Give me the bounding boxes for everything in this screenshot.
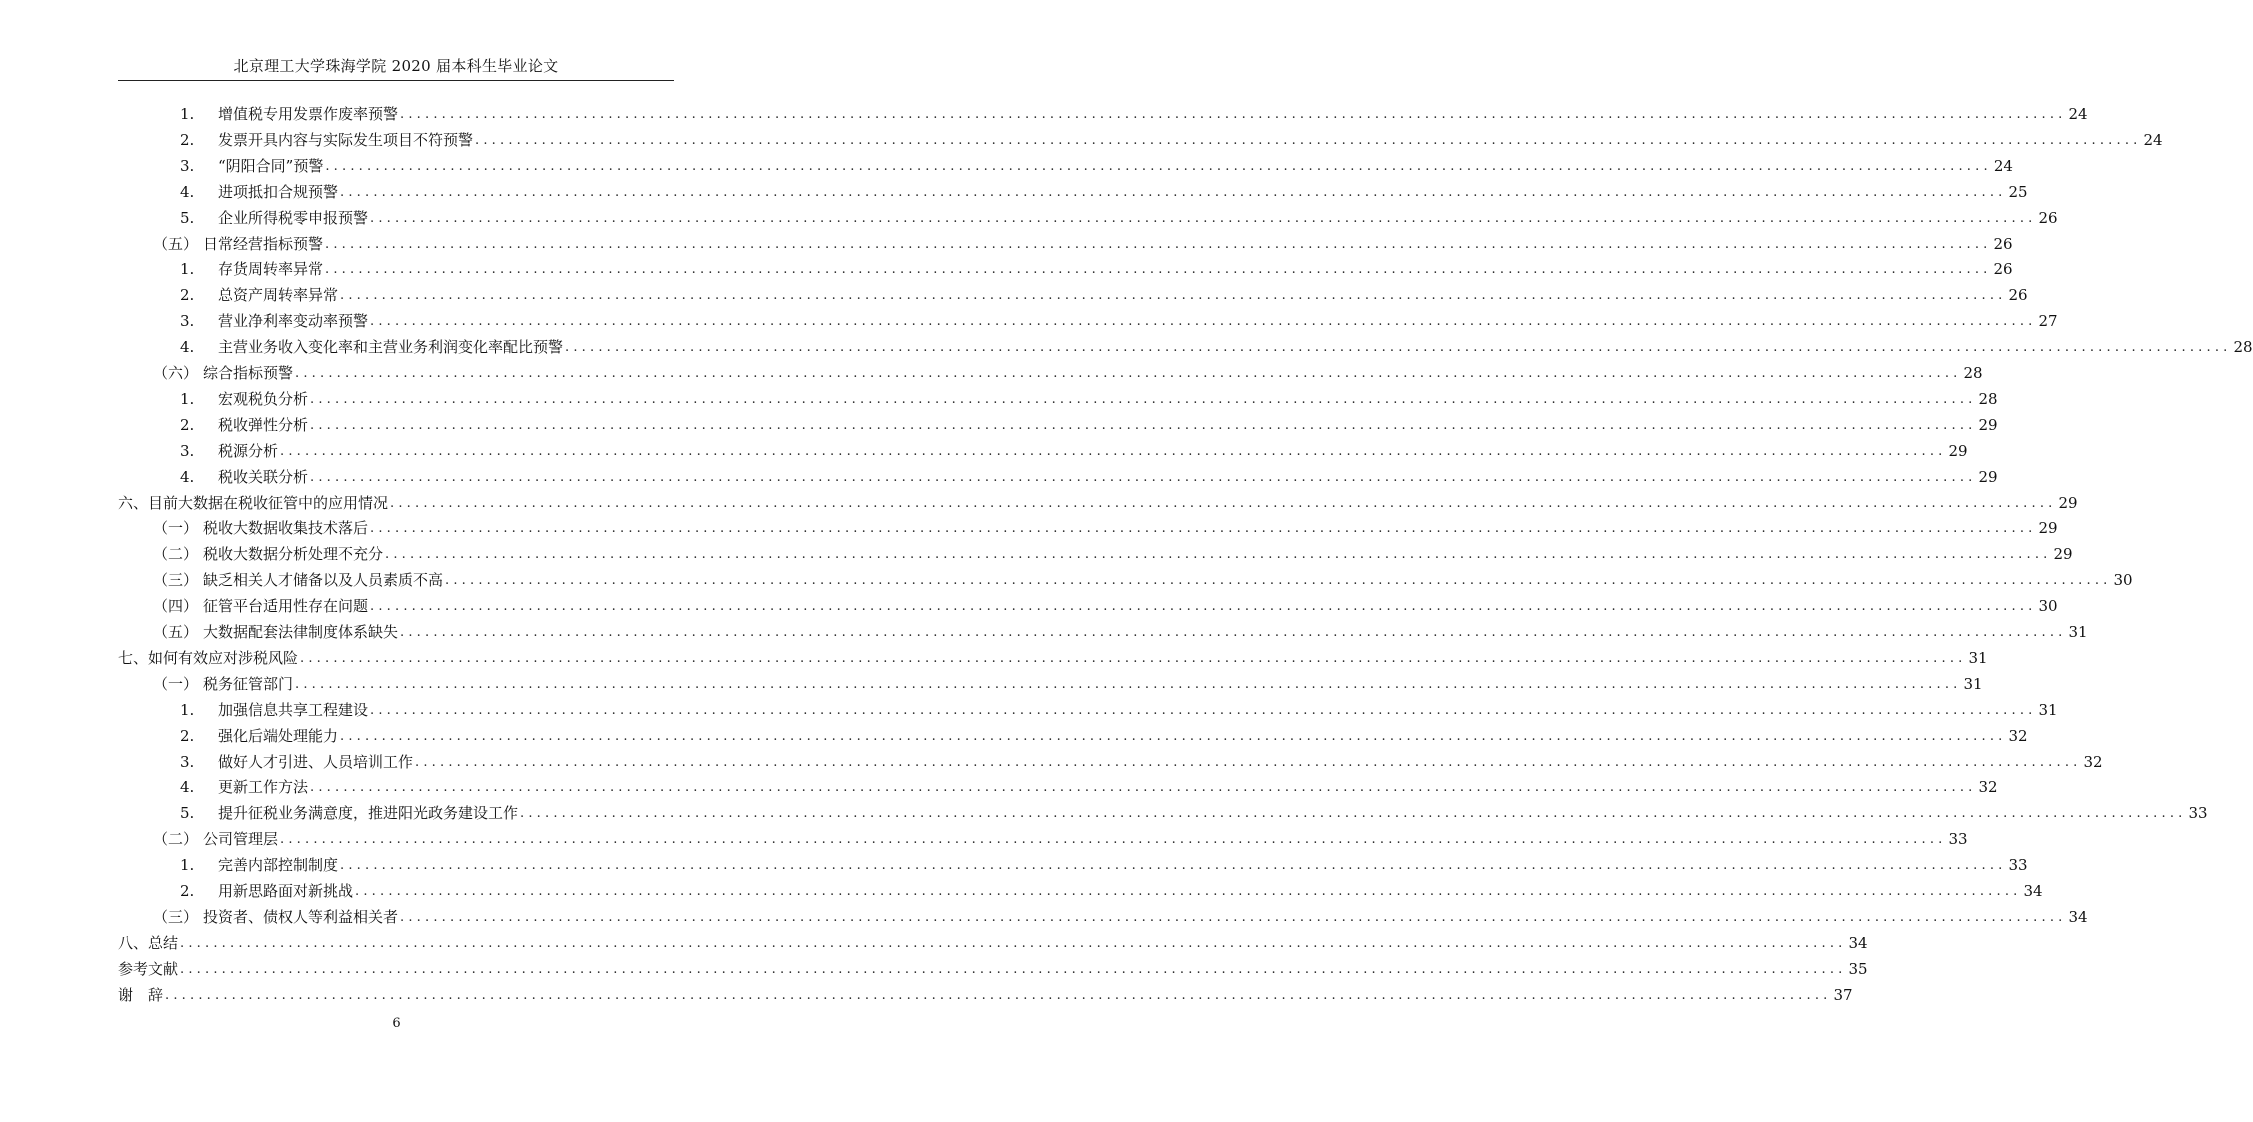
toc-dot-leader: ........................................................................................................................................................................................................ [295,676,1962,692]
toc-dot-leader: ........................................................................................................................................................................................................ [370,702,2037,718]
toc-entry[interactable] [153,903,2088,927]
toc-dot-leader: ........................................................................................................................................................................................................ [280,832,1947,848]
toc-entry-number: 3. [180,441,195,460]
toc-dot-leader: ........................................................................................................................................................................................................ [310,391,1977,407]
toc-entry[interactable] [180,799,2208,823]
toc-entry-number: 5. [180,208,195,227]
toc-entry[interactable] [180,100,2088,124]
toc-entry-title: “阴阳合同”预警 [218,156,324,175]
toc-dot-leader: ........................................................................................................................................................................................................ [400,625,2067,640]
page-number: 6 [392,1016,401,1031]
toc-entry-page: 30 [2113,571,2133,590]
toc-entry-page: 29 [1978,467,1998,486]
toc-entry[interactable] [118,644,1988,668]
toc-dot-leader: ........................................................................................................................................................................................................ [370,314,2037,330]
toc-entry-number: （一） [153,674,199,693]
toc-entry-number: （三） [153,571,199,590]
toc-dot-leader: ........................................................................................................................................................................................................ [310,469,1977,485]
toc-entry-number: （二） [153,830,199,849]
toc-entry-page: 26 [2038,208,2058,227]
toc-entry-title: 日常经营指标预警 [203,234,324,253]
toc-entry-number: 1. [180,389,195,408]
toc-entry-title: 参考文献 [118,959,179,978]
toc-dot-leader: ........................................................................................................................................................................................................ [385,547,2052,563]
toc-entry-number: （五） [153,234,199,253]
toc-entry-title: 税源分析 [218,441,279,460]
toc-entry-page: 29 [2038,519,2058,538]
toc-entry[interactable] [180,385,1998,409]
toc-entry-page: 30 [2038,597,2058,616]
toc-dot-leader: ........................................................................................................................................................................................................ [390,495,2057,511]
toc-dot-leader: ........................................................................................................................................................................................................ [300,650,1967,666]
toc-entry[interactable] [118,955,1868,979]
toc-entry-number: 4. [180,778,195,797]
toc-entry-title: 主营业务收入变化率和主营业务利润变化率配比预警 [218,338,564,357]
toc-entry-page: 34 [1848,933,1868,952]
toc-entry-title: 企业所得税零申报预警 [218,208,369,227]
toc-entry-page: 37 [1833,985,1853,1004]
toc-entry-title: 完善内部控制制度 [218,856,339,875]
toc-dot-leader: ........................................................................................................................................................................................................ [400,107,2067,122]
toc-entry-page: 26 [1993,260,2013,279]
toc-entry-page: 35 [1848,959,1868,978]
toc-entry-title: 用新思路面对新挑战 [218,882,354,900]
toc-entry-page: 33 [2008,856,2028,875]
toc-entry-title: 税收大数据分析处理不充分 [203,545,384,564]
toc-entry-title: 投资者、债权人等利益相关者 [203,907,399,926]
toc-dot-leader: ........................................................................................................................................................................................................ [295,366,1962,381]
toc-dot-leader: ........................................................................................................................................................................................................ [325,158,1992,174]
toc-dot-leader: ........................................................................................................................................................................................................ [280,443,1947,459]
toc-dot-leader: ........................................................................................................................................................................................................ [400,909,2067,925]
toc-entry-number: （二） [153,545,199,564]
toc-entry-title: 做好人才引进、人员培训工作 [218,752,414,771]
toc-dot-leader: ........................................................................................................................................................................................................ [565,340,2232,356]
toc-entry-page: 27 [2038,312,2058,331]
toc-entry-title: 公司管理层 [203,830,279,849]
toc-entry-title: 存货周转率异常 [218,260,324,279]
running-header: 北京理工大学珠海学院 2020 届本科生毕业论文 [233,57,559,75]
toc-entry[interactable] [180,851,2028,875]
toc-entry-number: 1. [180,105,195,123]
toc-entry-title: 总资产周转率异常 [218,286,339,305]
toc-entry-page: 31 [2068,623,2088,641]
toc-entry[interactable] [153,230,2013,254]
toc-dot-leader: ........................................................................................................................................................................................................ [445,573,2112,589]
toc-entry-title: 进项抵扣合规预警 [218,182,339,201]
toc-entry[interactable] [180,696,2058,720]
toc-entry[interactable] [180,307,2058,331]
toc-dot-leader: ........................................................................................................................................................................................................ [520,806,2187,822]
toc-entry-page: 29 [2053,545,2073,564]
toc-entry-number: 2. [180,286,195,305]
toc-entry-number: 2. [180,130,195,149]
toc-entry-title: 税收弹性分析 [218,415,309,434]
toc-entry-page: 31 [1963,674,1983,693]
toc-entry-title: 加强信息共享工程建设 [218,700,369,719]
toc-entry-title: 宏观税负分析 [218,389,309,408]
toc-entry[interactable] [180,773,1998,797]
toc-entry[interactable] [153,540,2073,564]
toc-dot-leader: ........................................................................................................................................................................................................ [310,417,1977,433]
toc-entry-title: 八、总结 [118,933,179,952]
toc-dot-leader: ........................................................................................................................................................................................................ [325,236,1992,252]
toc-entry-title: 谢 辞 [118,985,164,1004]
toc-entry-title: 更新工作方法 [218,778,309,797]
toc-dot-leader: ........................................................................................................................................................................................................ [475,132,2142,148]
toc-entry[interactable] [118,489,2078,513]
toc-dot-leader: ........................................................................................................................................................................................................ [340,728,2007,744]
toc-entry[interactable] [153,514,2058,538]
toc-entry[interactable] [180,463,1998,487]
toc-entry-number: 5. [180,804,195,823]
toc-entry[interactable] [180,281,2028,305]
toc-entry-number: （六） [153,364,199,382]
toc-entry-number: 4. [180,338,195,357]
toc-entry-page: 28 [1978,389,1998,408]
toc-entry[interactable] [180,178,2028,202]
toc-entry-title: 税收大数据收集技术落后 [203,519,369,538]
header-divider [118,80,674,81]
toc-entry[interactable] [180,437,1968,461]
toc-entry[interactable] [153,618,2088,642]
toc-entry-page: 24 [2143,130,2163,149]
toc-entry-page: 34 [2023,882,2043,900]
toc-entry-title: 增值税专用发票作废率预警 [218,105,399,123]
toc-dot-leader: ........................................................................................................................................................................................................ [325,262,1992,278]
toc-entry-number: 3. [180,156,195,175]
toc-entry-page: 28 [1963,364,1983,382]
toc-dot-leader: ........................................................................................................................................................................................................ [340,858,2007,874]
toc-entry-number: 1. [180,856,195,875]
toc-entry[interactable] [180,333,2253,357]
toc-entry-page: 24 [2068,105,2088,123]
toc-dot-leader: ........................................................................................................................................................................................................ [340,288,2007,304]
toc-entry-page: 31 [2038,700,2058,719]
toc-dot-leader: ........................................................................................................................................................................................................ [370,599,2037,615]
toc-entry-number: （三） [153,907,199,926]
toc-entry-page: 26 [1993,234,2013,253]
toc-entry-page: 33 [2188,804,2208,823]
toc-entry[interactable] [153,825,1968,849]
toc-entry-number: 4. [180,182,195,201]
toc-entry-number: 3. [180,312,195,331]
toc-entry[interactable] [180,748,2103,772]
toc-entry-page: 32 [2008,726,2028,745]
toc-entry-title: 综合指标预警 [203,364,294,382]
toc-dot-leader: ........................................................................................................................................................................................................ [180,961,1847,977]
toc-entry[interactable] [118,981,1853,1005]
toc-entry-number: （一） [153,519,199,538]
toc-entry-page: 34 [2068,907,2088,926]
toc-entry-page: 28 [2233,338,2253,357]
toc-entry-page: 33 [1948,830,1968,849]
toc-dot-leader: ........................................................................................................................................................................................................ [415,754,2082,770]
toc-entry-number: 2. [180,726,195,745]
toc-entry-number: 3. [180,752,195,771]
toc-entry[interactable] [180,255,2013,279]
toc-entry-number: （五） [153,623,199,641]
toc-entry-title: 大数据配套法律制度体系缺失 [203,623,399,641]
toc-entry-title: 征管平台适用性存在问题 [203,597,369,616]
toc-entry[interactable] [153,670,1983,694]
toc-dot-leader: ........................................................................................................................................................................................................ [370,210,2037,226]
toc-entry-page: 25 [2008,182,2028,201]
toc-entry-title: 税收关联分析 [218,467,309,486]
toc-entry-number: 2. [180,882,195,900]
toc-entry-title: 七、如何有效应对涉税风险 [118,648,299,667]
toc-entry-page: 31 [1968,648,1988,667]
toc-entry-title: 强化后端处理能力 [218,726,339,745]
toc-entry[interactable] [180,152,2013,176]
toc-dot-leader: ........................................................................................................................................................................................................ [355,884,2022,899]
toc-entry-number: 4. [180,467,195,486]
toc-dot-leader: ........................................................................................................................................................................................................ [310,780,1977,796]
toc-entry-page: 32 [2083,752,2103,771]
toc-dot-leader: ........................................................................................................................................................................................................ [370,521,2037,537]
toc-entry-number: 2. [180,415,195,434]
toc-entry-title: 六、目前大数据在税收征管中的应用情况 [118,493,389,512]
toc-entry[interactable] [180,877,2043,901]
toc-dot-leader: ........................................................................................................................................................................................................ [180,935,1847,951]
toc-entry-number: 1. [180,260,195,279]
toc-entry-title: 营业净利率变动率预警 [218,312,369,331]
toc-entry-number: 1. [180,700,195,719]
toc-entry[interactable] [153,359,1983,383]
toc-entry[interactable] [180,722,2028,746]
toc-entry-title: 发票开具内容与实际发生项目不符预警 [218,130,474,149]
toc-entry-page: 29 [1948,441,1968,460]
toc-entry-page: 29 [1978,415,1998,434]
toc-entry-title: 缺乏相关人才储备以及人员素质不高 [203,571,444,590]
toc-entry[interactable] [118,929,1868,953]
toc-entry-title: 税务征管部门 [203,674,294,693]
toc-entry-number: （四） [153,597,199,616]
toc-entry-page: 26 [2008,286,2028,305]
toc-dot-leader: ........................................................................................................................................................................................................ [165,987,1832,1003]
toc-entry[interactable] [180,411,1998,435]
toc-entry-title: 提升征税业务满意度，推进阳光政务建设工作 [218,804,519,823]
toc-entry[interactable] [180,126,2163,150]
toc-entry[interactable] [153,592,2058,616]
toc-entry-page: 24 [1993,156,2013,175]
toc-entry-page: 29 [2058,493,2078,512]
toc-dot-leader: ........................................................................................................................................................................................................ [340,184,2007,200]
toc-entry[interactable] [153,566,2133,590]
toc-entry-page: 32 [1978,778,1998,797]
toc-entry[interactable] [180,204,2058,228]
